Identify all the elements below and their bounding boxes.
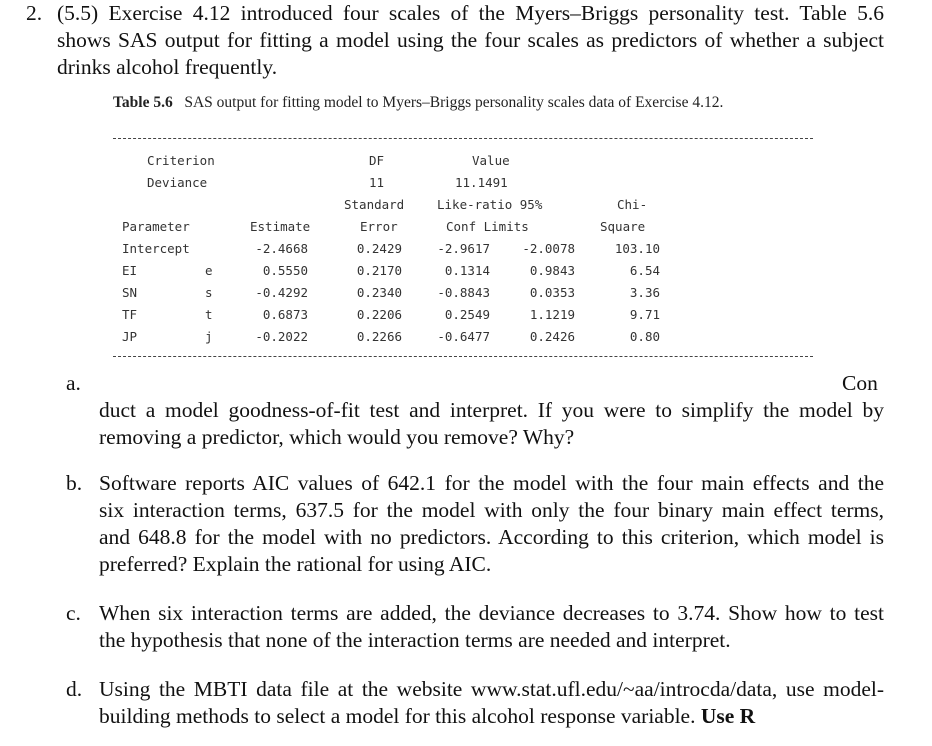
part-d-line-1: Using the MBTI data file at the website www.stat.ufl.edu/~aa/introcda/data, use model- [99, 677, 884, 701]
row-chisq: 6.54 [629, 263, 660, 278]
part-b-line-2: six interaction terms, 637.5 for the model with only the four binary main effect terms, [99, 498, 884, 522]
row-estimate: -0.4292 [255, 285, 308, 300]
part-b-label: b. [66, 471, 83, 495]
value-header: Value [472, 153, 510, 168]
row-chisq: 3.36 [629, 285, 660, 300]
part-c-line-1: When six interaction terms are added, the deviance decreases to 3.74. Show how to test [99, 601, 884, 625]
part-a-line-2: removing a predictor, which would you remove? Why? [99, 425, 575, 449]
part-c-label: c. [66, 601, 81, 625]
part-b-line-4: preferred? Explain the rational for using AIC. [99, 552, 492, 576]
part-d-use-r: Use R [700, 704, 756, 728]
table-top-rule [113, 138, 813, 139]
row-lower: 0.2549 [444, 307, 490, 322]
row-parameter: Intercept [122, 241, 190, 256]
deviance-label: Deviance [147, 175, 208, 190]
row-lower: -0.8843 [437, 285, 490, 300]
row-level: e [205, 263, 213, 278]
table-caption [113, 94, 723, 112]
criterion-header: Criterion [147, 153, 215, 168]
part-a-line-1: duct a model goodness-of-fit test and interpret. If you were to simplify the model by [99, 398, 884, 422]
row-lower: 0.1314 [444, 263, 490, 278]
row-chisq: 9.71 [629, 307, 660, 322]
row-se: 0.2429 [356, 241, 402, 256]
deviance-value: 11.1491 [455, 175, 508, 190]
header-error: Error [360, 219, 398, 234]
row-parameter: SN [122, 285, 138, 300]
row-parameter: TF [122, 307, 138, 322]
df-header: DF [369, 153, 385, 168]
row-parameter: EI [122, 263, 138, 278]
question-line-2: shows SAS output for fitting a model using the four scales as predictors of whether a subject [57, 28, 884, 52]
row-lower: -2.9617 [437, 241, 490, 256]
row-se: 0.2170 [356, 263, 402, 278]
question-line-3: drinks alcohol frequently. [57, 55, 278, 79]
row-se: 0.2206 [356, 307, 402, 322]
deviance-df: 11 [369, 175, 385, 190]
row-upper: 0.2426 [529, 329, 575, 344]
row-chisq: 0.80 [629, 329, 660, 344]
row-parameter: JP [122, 329, 138, 344]
row-level: s [205, 285, 213, 300]
row-se: 0.2266 [356, 329, 402, 344]
part-b-line-3: and 648.8 for the model with no predictors. According to this criterion, which model is [99, 525, 884, 549]
row-upper: 1.1219 [529, 307, 575, 322]
part-d-line-2 [99, 703, 755, 730]
row-estimate: 0.6873 [262, 307, 308, 322]
header-square: Square [600, 219, 646, 234]
part-c-line-2: the hypothesis that none of the interaction terms are needed and interpret. [99, 628, 731, 652]
header-parameter: Parameter [122, 219, 190, 234]
row-estimate: 0.5550 [262, 263, 308, 278]
header-chi: Chi- [617, 197, 648, 212]
table-caption-text: SAS output for fitting model to Myers–Briggs personality scales data of Exercise 4.12. [184, 94, 724, 111]
question-number: 2. [26, 1, 43, 25]
row-level: j [205, 329, 213, 344]
part-a-label: a. [66, 371, 81, 395]
row-level: t [205, 307, 213, 322]
row-upper: 0.9843 [529, 263, 575, 278]
part-d-label: d. [66, 677, 83, 701]
row-estimate: -0.2022 [255, 329, 308, 344]
question-line-1: (5.5) Exercise 4.12 introduced four scales of the Myers–Briggs personality test. Table 5.6 [57, 1, 884, 25]
row-lower: -0.6477 [437, 329, 490, 344]
table-caption-label: Table 5.6 [113, 94, 173, 111]
row-upper: 0.0353 [529, 285, 575, 300]
table-bottom-rule [113, 356, 813, 357]
header-estimate: Estimate [250, 219, 311, 234]
header-standard: Standard [344, 197, 405, 212]
row-chisq: 103.10 [614, 241, 660, 256]
header-conf-limits: Conf Limits [446, 219, 529, 234]
row-estimate: -2.4668 [255, 241, 308, 256]
row-se: 0.2340 [356, 285, 402, 300]
part-d-line-2-text: building methods to select a model for this alcohol response variable. [99, 704, 696, 728]
part-b-line-1: Software reports AIC values of 642.1 for the model with the four main effects and the [99, 471, 884, 495]
part-a-lead: Con [842, 371, 878, 395]
row-upper: -2.0078 [522, 241, 575, 256]
header-like-ratio: Like-ratio 95% [437, 197, 543, 212]
